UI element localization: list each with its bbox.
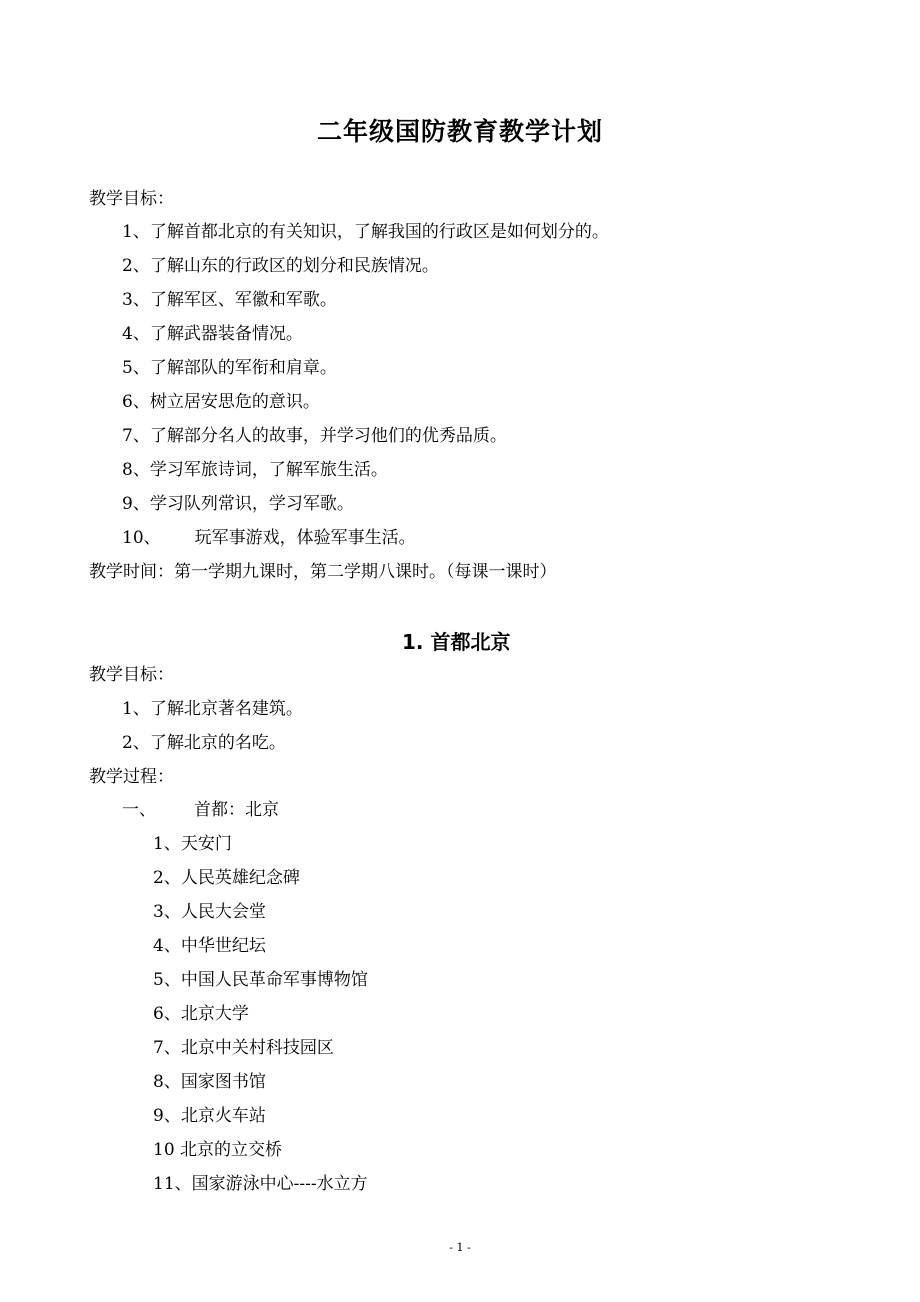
landmark-item: 6、北京大学 xyxy=(153,1004,249,1024)
teaching-time: 教学时间：第一学期九课时，第二学期八课时。（每课一课时） xyxy=(89,562,557,582)
objective-item: 3、了解军区、军徽和军歌。 xyxy=(122,290,337,310)
objective-item: 9、学习队列常识，学习军歌。 xyxy=(122,494,354,514)
lesson-objectives-label: 教学目标： xyxy=(89,665,174,685)
landmark-item: 8、国家图书馆 xyxy=(153,1072,266,1092)
objective-item: 8、学习军旅诗词，了解军旅生活。 xyxy=(122,460,388,480)
objective-item: 2、了解山东的行政区的划分和民族情况。 xyxy=(122,256,439,276)
objective-item: 5、了解部队的军衔和肩章。 xyxy=(122,358,337,378)
lesson-objective-item: 1、了解北京著名建筑。 xyxy=(122,699,303,719)
objective-item: 1、了解首都北京的有关知识，了解我国的行政区是如何划分的。 xyxy=(122,222,609,242)
landmark-item: 4、中华世纪坛 xyxy=(153,936,266,956)
objectives-label: 教学目标： xyxy=(89,189,174,209)
landmark-item: 5、中国人民革命军事博物馆 xyxy=(153,970,368,990)
objective-item: 4、了解武器装备情况。 xyxy=(122,324,303,344)
landmark-item: 10 北京的立交桥 xyxy=(153,1140,283,1160)
lesson-title: 1. 首都北京 xyxy=(402,630,511,654)
landmark-item: 7、北京中关村科技园区 xyxy=(153,1038,334,1058)
objective-text: 玩军事游戏，体验军事生活。 xyxy=(194,528,416,548)
landmark-item: 11、国家游泳中心----水立方 xyxy=(153,1174,368,1194)
landmark-item: 2、人民英雄纪念碑 xyxy=(153,868,300,888)
objective-item-10 xyxy=(122,527,416,549)
part-number: 一、 xyxy=(122,800,156,820)
process-label: 教学过程： xyxy=(89,767,174,787)
lesson-objective-item: 2、了解北京的名吃。 xyxy=(122,733,286,753)
objective-item: 6、树立居安思危的意识。 xyxy=(122,392,320,412)
part-text: 首都：北京 xyxy=(194,800,279,820)
objective-item: 7、了解部分名人的故事，并学习他们的优秀品质。 xyxy=(122,426,507,446)
page-number: - 1 - xyxy=(449,1241,471,1254)
landmark-item: 1、天安门 xyxy=(153,834,232,854)
process-part-1 xyxy=(122,799,279,821)
document-title: 二年级国防教育教学计划 xyxy=(316,117,603,146)
landmark-item: 9、北京火车站 xyxy=(153,1106,266,1126)
objective-number: 10、 xyxy=(122,528,161,548)
landmark-item: 3、人民大会堂 xyxy=(153,902,266,922)
